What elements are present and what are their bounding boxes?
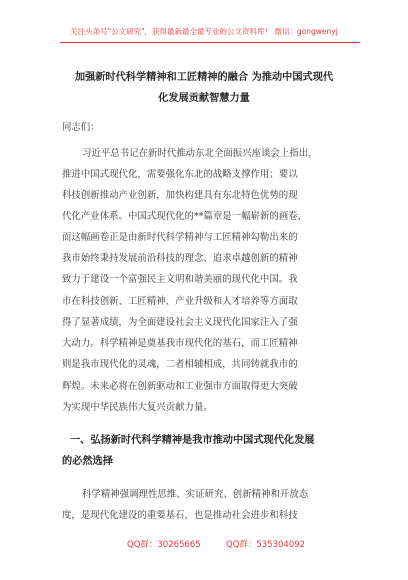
paragraph-line: 科学精神强调理性思维、实证研究、创新精神和开放态 <box>82 489 309 500</box>
paragraph-line: 推进中国式现代化，需要强化东北的战略支撑作用；要以 <box>62 169 298 180</box>
document-title-line-1: 加强新时代科学精神和工匠精神的融合 为推动中国式现代 <box>74 72 334 83</box>
footer-qq-group-2: QQ群：535304092 <box>226 540 306 550</box>
header-divider <box>60 42 360 43</box>
document-title-line-2: 化发展贡献智慧力量 <box>158 93 250 104</box>
paragraph-line: 为实现中华民族伟大复兴贡献力量。 <box>62 402 213 413</box>
paragraph-line: 致力于建设一个富强民主文明和谐美丽的现代化中国。我 <box>62 274 298 285</box>
paragraph-line: 则是我市现代化的灵魂，二者相辅相成，共同铸就我市的 <box>62 359 298 370</box>
paragraph-line: 而这幅画卷正是由新时代科学精神与工匠精神勾勒出来的 <box>62 232 298 243</box>
section-heading-line: 一、弘扬新时代科学精神是我市推动中国式现代化发展 <box>70 435 315 446</box>
paragraph-line: 代化产业体系。中国式现代化的**篇章是一幅崭新的画卷， <box>62 211 308 222</box>
paragraph-line: 大动力。科学精神是奠基我市现代化的基石，而工匠精神 <box>62 338 298 349</box>
paragraph-line: 度，是现代化建设的重要基石，也是推动社会进步和科技 <box>62 510 298 521</box>
footer-qq-group-1: QQ群：30265665 <box>127 540 201 550</box>
section-heading-line: 的必然选择 <box>62 456 113 467</box>
paragraph-line: 得了显著成绩，为全面建设社会主义现代化国家注入了强 <box>62 317 298 328</box>
paragraph-line: 科技创新推动产业创新，加快构建具有东北特色优势的现 <box>62 190 298 201</box>
paragraph-line: 辉煌。未来必将在创新驱动和工业强市方面取得更大突破 <box>62 381 298 392</box>
salutation: 同志们： <box>62 122 100 133</box>
paragraph-line: 习近平总书记在新时代推动东北全面振兴座谈会上指出， <box>82 148 318 159</box>
paragraph-line: 我市始终秉持发展前沿科技的理念、追求卓越创新的精神 <box>62 253 298 264</box>
header-banner: 关注头条号"公文研究"，获得最新最全最专业的公文资料库！ 微信：gongwenyj <box>70 27 338 36</box>
paragraph-line: 市在科技创新、工匠精神、产业升级和人才培养等方面取 <box>62 296 298 307</box>
